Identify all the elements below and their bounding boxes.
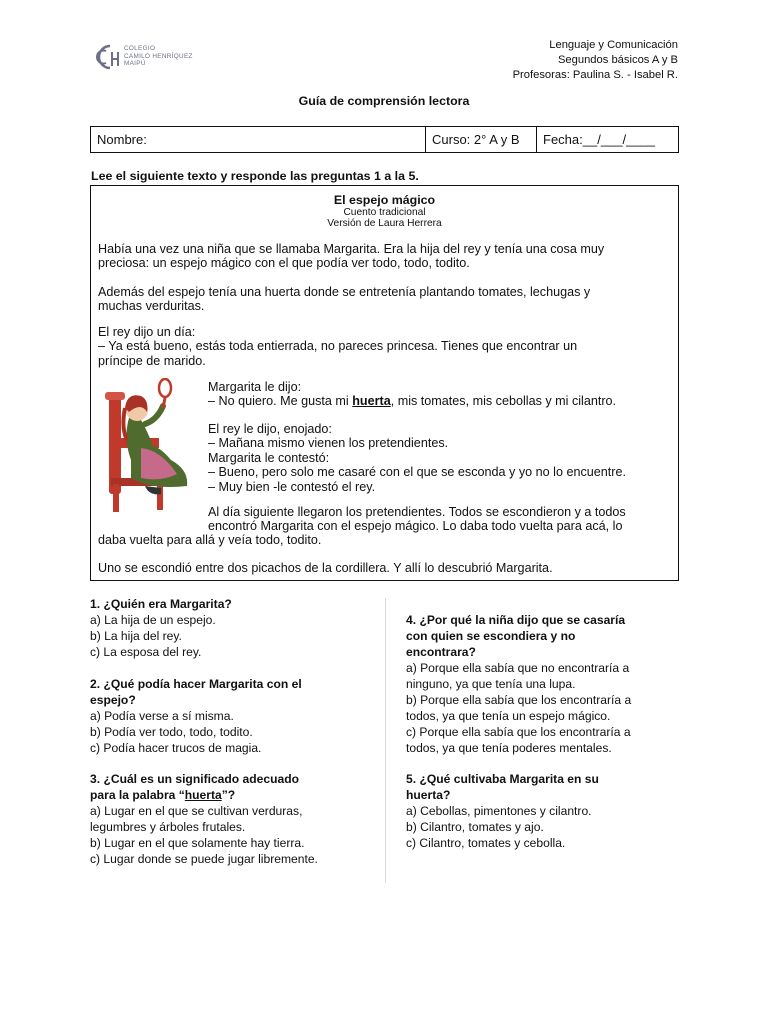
option[interactable]: c) Podía hacer trucos de magia.	[90, 741, 262, 755]
question-4: 4. ¿Por qué la niña dijo que se casaría con quien se escondiera y no encontrara? a) Porque ella sabía que no encontraría a ninguno, ya que tenía una lupa. b) Porque ella sabía que los encontraría a todos, ya que tenía un espejo mágico. c) Porque ella sabía que los encontraría a todos, ya que tenía poderes mentales.	[406, 613, 632, 755]
option[interactable]: b) Lugar en el que solamente hay tierra.	[90, 836, 305, 850]
margarita-illustration	[101, 378, 201, 516]
page-title: Guía de comprensión lectora	[298, 94, 470, 108]
option-continuation: ninguno, ya que tenía una lupa.	[406, 677, 576, 691]
date-field[interactable]: Fecha:__/___/____	[543, 132, 656, 147]
teachers: Profesoras: Paulina S. - Isabel R.	[512, 69, 678, 82]
question-1: 1. ¿Quién era Margarita? a) La hija de un espejo. b) La hija del rey. c) La esposa del rey.	[90, 597, 232, 659]
story-paragraph-4: Margarita le dijo: – No quiero. Me gusta mi huerta, mis tomates, mis cebollas y mi cilantro.	[208, 380, 617, 409]
story-paragraph-1: Había una vez una niña que se llamaba Margarita. Era la hija del rey y tenía una cosa muy preciosa: un espejo mágico con el que podía ver todo, todo, todito.	[98, 242, 605, 271]
instructions: Lee el siguiente texto y responde las preguntas 1 a la 5.	[91, 169, 419, 183]
option-continuation: todos, ya que tenía un espejo mágico.	[406, 709, 611, 723]
highlighted-word-huerta: huerta	[184, 788, 222, 802]
student-info-table	[90, 126, 679, 153]
question-5: 5. ¿Qué cultivaba Margarita en su huerta? a) Cebollas, pimentones y cilantro. b) Cilantro, tomates y ajo. c) Cilantro, tomates y cebolla.	[406, 772, 599, 850]
story-paragraph-6-end: daba vuelta para allá y veía todo, todito.	[98, 533, 322, 547]
option[interactable]: a) Porque ella sabía que no encontraría a	[406, 661, 630, 675]
story-paragraph-5: El rey le dijo, enojado: – Mañana mismo vienen los pretendientes. Margarita le contestó: – Bueno, pero solo me casaré con el que se esconda y yo no lo encuentre. – Muy bien -le contestó el rey.	[208, 422, 626, 494]
story-subtitle: Cuento tradicional	[343, 207, 426, 218]
story-paragraph-2: Además del espejo tenía una huerta donde se entretenía plantando tomates, lechugas y muchas verduritas.	[98, 285, 591, 314]
column-divider	[385, 598, 386, 883]
option[interactable]: b) Podía ver todo, todo, todito.	[90, 725, 253, 739]
option[interactable]: a) Cebollas, pimentones y cilantro.	[406, 804, 592, 818]
story-version: Versión de Laura Herrera	[327, 218, 442, 229]
option-continuation: todos, ya que tenía poderes mentales.	[406, 741, 612, 755]
highlighted-word-huerta: huerta	[352, 394, 391, 409]
option-continuation: legumbres y árboles frutales.	[90, 820, 246, 834]
story-box	[90, 185, 679, 581]
option[interactable]: b) Cilantro, tomates y ajo.	[406, 820, 544, 834]
level: Segundos básicos A y B	[557, 54, 678, 67]
story-paragraph-6: Al día siguiente llegaron los pretendientes. Todos se escondieron y a todos encontró Margarita con el espejo mágico. Lo daba todo vuelta para acá, lo	[208, 505, 626, 534]
option[interactable]: c) La esposa del rey.	[90, 645, 202, 659]
option[interactable]: c) Cilantro, tomates y cebolla.	[406, 836, 566, 850]
name-field[interactable]: Nombre:	[91, 127, 426, 152]
question-2: 2. ¿Qué podía hacer Margarita con el espejo? a) Podía verse a sí misma. b) Podía ver todo, todo, todito. c) Podía hacer trucos de magia.	[90, 677, 302, 755]
option[interactable]: a) Lugar en el que se cultivan verduras,	[90, 804, 303, 818]
question-3: 3. ¿Cuál es un significado adecuado para la palabra “huerta”? a) Lugar en el que se cultivan verduras, legumbres y árboles frutales. b) Lugar en el que solamente hay tierra. c) Lugar donde se puede jugar libremente.	[90, 772, 318, 866]
option[interactable]: c) Lugar donde se puede jugar libremente.	[90, 852, 318, 866]
course-field: Curso: 2° A y B	[426, 127, 537, 152]
story-paragraph-7: Uno se escondió entre dos picachos de la cordillera. Y allí lo descubrió Margarita.	[98, 561, 553, 575]
option[interactable]: a) Podía verse a sí misma.	[90, 709, 234, 723]
option[interactable]: b) La hija del rey.	[90, 629, 182, 643]
option[interactable]: a) La hija de un espejo.	[90, 613, 216, 627]
story-paragraph-3: El rey dijo un día: – Ya está bueno, estás toda entierrada, no pareces princesa. Tienes que encontrar un príncipe de marido.	[98, 325, 578, 368]
story-title: El espejo mágico	[333, 193, 436, 207]
school-logo-text: COLEGIO CAMILO HENRÍQUEZ MAIPÚ	[124, 45, 193, 68]
option[interactable]: c) Porque ella sabía que los encontraría a	[406, 725, 631, 739]
option[interactable]: b) Porque ella sabía que los encontraría a	[406, 693, 632, 707]
document-header	[513, 38, 678, 84]
subject: Lenguaje y Comunicación	[549, 39, 678, 51]
